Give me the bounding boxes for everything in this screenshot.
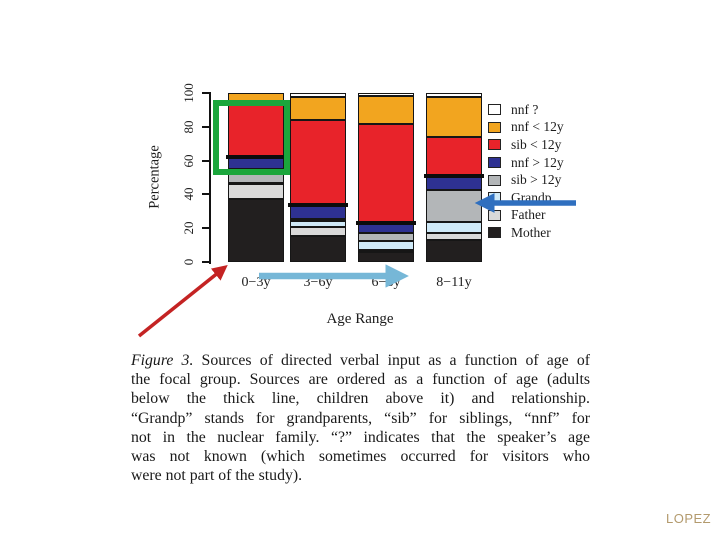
caption-line: not in the nuclear family. “?” indicates that the speaker’s age bbox=[131, 428, 590, 446]
legend-label: Father bbox=[511, 207, 546, 223]
segment-sib-12y bbox=[426, 137, 482, 176]
caption-line: was not known (which sometimes occurred for visitors who bbox=[131, 447, 590, 465]
figure3-bar-chart bbox=[140, 75, 610, 345]
legend-key-swatch bbox=[488, 192, 501, 203]
footer-author: LOPEZ bbox=[666, 511, 712, 526]
legend-item-sib-12y bbox=[488, 136, 564, 154]
legend-label: nnf < 12y bbox=[511, 119, 564, 135]
caption-line: were not part of the study). bbox=[131, 467, 303, 485]
segment-Father bbox=[426, 233, 482, 240]
caption-line: the focal group. Sources are ordered as a function of age (adults bbox=[131, 371, 590, 389]
figure-number-label: Figure 3. bbox=[131, 352, 194, 369]
segment-Father bbox=[290, 227, 346, 236]
caption-line: below the thick line, children above it) and relationship. bbox=[131, 390, 590, 408]
y-tick-mark bbox=[202, 193, 210, 195]
legend-item-nnf-12y bbox=[488, 119, 564, 137]
segment-nnf-12y bbox=[290, 205, 346, 219]
bar-0−3y bbox=[228, 93, 284, 262]
segment-sib-12y bbox=[290, 120, 346, 205]
x-tick-label: 3−6y bbox=[303, 275, 333, 290]
caption-line: “Grandp” stands for grandparents, “sib” for siblings, “nnf” for bbox=[131, 409, 590, 427]
legend-key-swatch bbox=[488, 122, 501, 133]
segment-Mother bbox=[228, 199, 284, 262]
legend-label: nnf > 12y bbox=[511, 154, 564, 170]
legend-label: Grandp. bbox=[511, 189, 555, 205]
segment-sib-12y bbox=[228, 169, 284, 183]
legend-item-nnf-12y bbox=[488, 154, 564, 172]
legend-key-swatch bbox=[488, 104, 501, 115]
bar-3−6y bbox=[290, 93, 346, 262]
x-tick-label: 6−8y bbox=[371, 275, 401, 290]
x-tick-label: 8−11y bbox=[436, 275, 472, 290]
legend-item-nnf- bbox=[488, 101, 564, 119]
segment-Grandp- bbox=[358, 241, 414, 250]
legend-label: nnf ? bbox=[511, 101, 539, 117]
y-tick-mark bbox=[202, 227, 210, 229]
y-tick-label: 40 bbox=[181, 187, 196, 201]
legend-item-Grandp- bbox=[488, 189, 564, 207]
segment-nnf- bbox=[426, 93, 482, 97]
legend-label: sib > 12y bbox=[511, 172, 562, 188]
segment-sib-12y bbox=[228, 105, 284, 157]
y-tick-label: 100 bbox=[181, 83, 196, 103]
y-tick-mark bbox=[202, 160, 210, 162]
caption-line: Figure 3. Sources of directed verbal input as a function of age of bbox=[131, 352, 590, 369]
segment-sib-12y bbox=[290, 219, 346, 221]
segment-sib-12y bbox=[358, 233, 414, 241]
adult-child-divider bbox=[288, 203, 348, 207]
y-tick-label: 80 bbox=[181, 120, 196, 134]
segment-Grandp- bbox=[290, 221, 346, 227]
legend-label: Mother bbox=[511, 224, 551, 240]
y-tick-mark bbox=[202, 261, 210, 263]
legend-key-swatch bbox=[488, 139, 501, 150]
x-axis-title: Age Range bbox=[326, 311, 394, 327]
y-axis-title: Percentage bbox=[146, 145, 163, 209]
y-tick-label: 20 bbox=[181, 221, 196, 235]
segment-Grandp- bbox=[426, 222, 482, 233]
chart-legend bbox=[488, 101, 564, 242]
segment-Mother bbox=[426, 240, 482, 262]
legend-key-swatch bbox=[488, 175, 501, 186]
segment-Father bbox=[358, 250, 414, 252]
legend-key-swatch bbox=[488, 227, 501, 238]
bar-6−8y bbox=[358, 93, 414, 262]
x-tick-label: 0−3y bbox=[241, 275, 271, 290]
y-tick-label: 60 bbox=[181, 154, 196, 168]
segment-nnf-12y bbox=[426, 176, 482, 190]
segment-nnf-12y bbox=[426, 97, 482, 137]
segment-nnf-12y bbox=[358, 96, 414, 124]
y-tick-label: 0 bbox=[181, 258, 196, 266]
y-tick-mark bbox=[202, 126, 210, 128]
y-axis-line bbox=[209, 92, 211, 264]
segment-nnf- bbox=[358, 93, 414, 96]
segment-sib-12y bbox=[426, 190, 482, 222]
legend-item-Mother bbox=[488, 224, 564, 242]
adult-child-divider bbox=[424, 174, 484, 178]
figure-caption bbox=[131, 351, 590, 485]
segment-Mother bbox=[358, 252, 414, 262]
segment-Mother bbox=[290, 236, 346, 262]
segment-sib-12y bbox=[358, 124, 414, 223]
legend-item-Father bbox=[488, 207, 564, 225]
segment-Father bbox=[228, 184, 284, 199]
y-tick-mark bbox=[202, 92, 210, 94]
legend-item-sib-12y bbox=[488, 171, 564, 189]
segment-nnf-12y bbox=[290, 97, 346, 120]
legend-key-swatch bbox=[488, 157, 501, 168]
adult-child-divider bbox=[226, 155, 286, 159]
segment-nnf- bbox=[290, 93, 346, 97]
legend-label: sib < 12y bbox=[511, 136, 562, 152]
segment-nnf-12y bbox=[228, 93, 284, 105]
bar-8−11y bbox=[426, 93, 482, 262]
adult-child-divider bbox=[356, 221, 416, 225]
legend-key-swatch bbox=[488, 210, 501, 221]
